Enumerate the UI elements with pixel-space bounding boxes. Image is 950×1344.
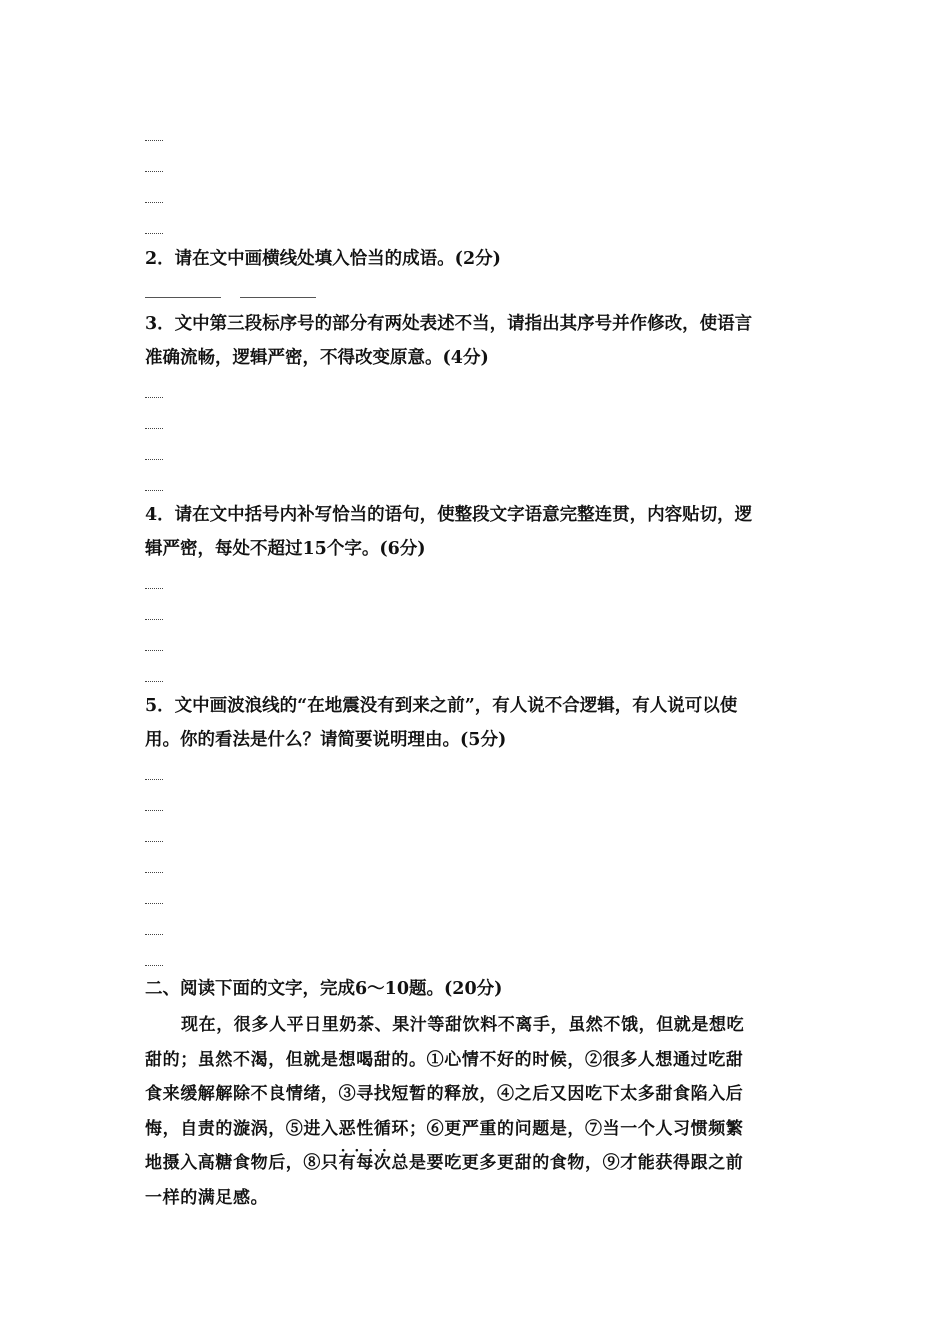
question-2-line-1: 2．请在文中画横线处填入恰当的成语。(2分) [145,249,501,269]
question-3-line-1: 3．文中第三段标序号的部分有两处表述不当，请指出其序号并作修改，使语言 [145,314,753,334]
emphasized-phrase: 恶性循环 · · [339,1119,409,1139]
answer-line [145,428,163,429]
question-5-line-1: 5．文中画波浪线的“在地震没有到来之前”，有人说不合逻辑，有人说可以使 [145,696,738,716]
answer-line [145,171,163,172]
answer-line [145,490,163,491]
passage-line-4-end: ；⑥更严重的问题是，⑦当一个人习惯频繁 [409,1118,744,1139]
answer-line [145,841,163,842]
question-3 [145,307,810,375]
passage-line-6: 一样的满足感。 [145,1187,269,1208]
answer-line [145,934,163,935]
passage-line-3: 食来缓解解除不良情绪，③寻找短暂的释放，④之后又因吃下太多甜食陷入后 [145,1084,744,1104]
question-4-line-2: 辑严密，每处不超过15个字。(6分) [145,539,426,559]
answer-line [145,810,163,811]
answer-line [145,650,163,651]
passage-line-4-start: 悔，自责的漩涡，⑤进入 [145,1118,339,1139]
passage-line-2: 甜的；虽然不渴，但就是想喝甜的。①心情不好的时候，②很多人想通过吃甜 [145,1049,744,1070]
answer-line [145,140,163,141]
question-3-line-2: 准确流畅，逻辑严密，不得改变原意。(4分) [145,348,489,368]
reading-passage [145,1008,810,1215]
section-2-heading: 二、阅读下面的文字，完成6～10题。(20分) [145,979,503,999]
answer-line [145,779,163,780]
question-5-line-2: 用。你的看法是什么？请简要说明理由。(5分) [145,730,507,750]
answer-line [145,903,163,904]
passage-line-5: 地摄入高糖食物后，⑧只有每次总是要吃更多更甜的食物，⑨才能获得跟之前 [145,1153,744,1173]
answer-line [145,459,163,460]
question-2 [145,242,810,276]
passage-line-1: 现在，很多人平日里奶茶、果汁等甜饮料不离手，虽然不饿，但就是想吃 [181,1015,745,1035]
answer-line [145,965,163,966]
answer-line [145,397,163,398]
fill-blank-2 [240,297,316,298]
question-4 [145,498,810,566]
answer-line [145,202,163,203]
question-5 [145,689,810,757]
question-4-line-1: 4．请在文中括号内补写恰当的语句，使整段文字语意完整连贯，内容贴切，逻 [145,505,753,525]
fill-blank-1 [145,297,221,298]
answer-line [145,588,163,589]
answer-line [145,233,163,234]
answer-line [145,872,163,873]
answer-line [145,619,163,620]
answer-line [145,681,163,682]
passage-line-4 [145,1112,810,1147]
